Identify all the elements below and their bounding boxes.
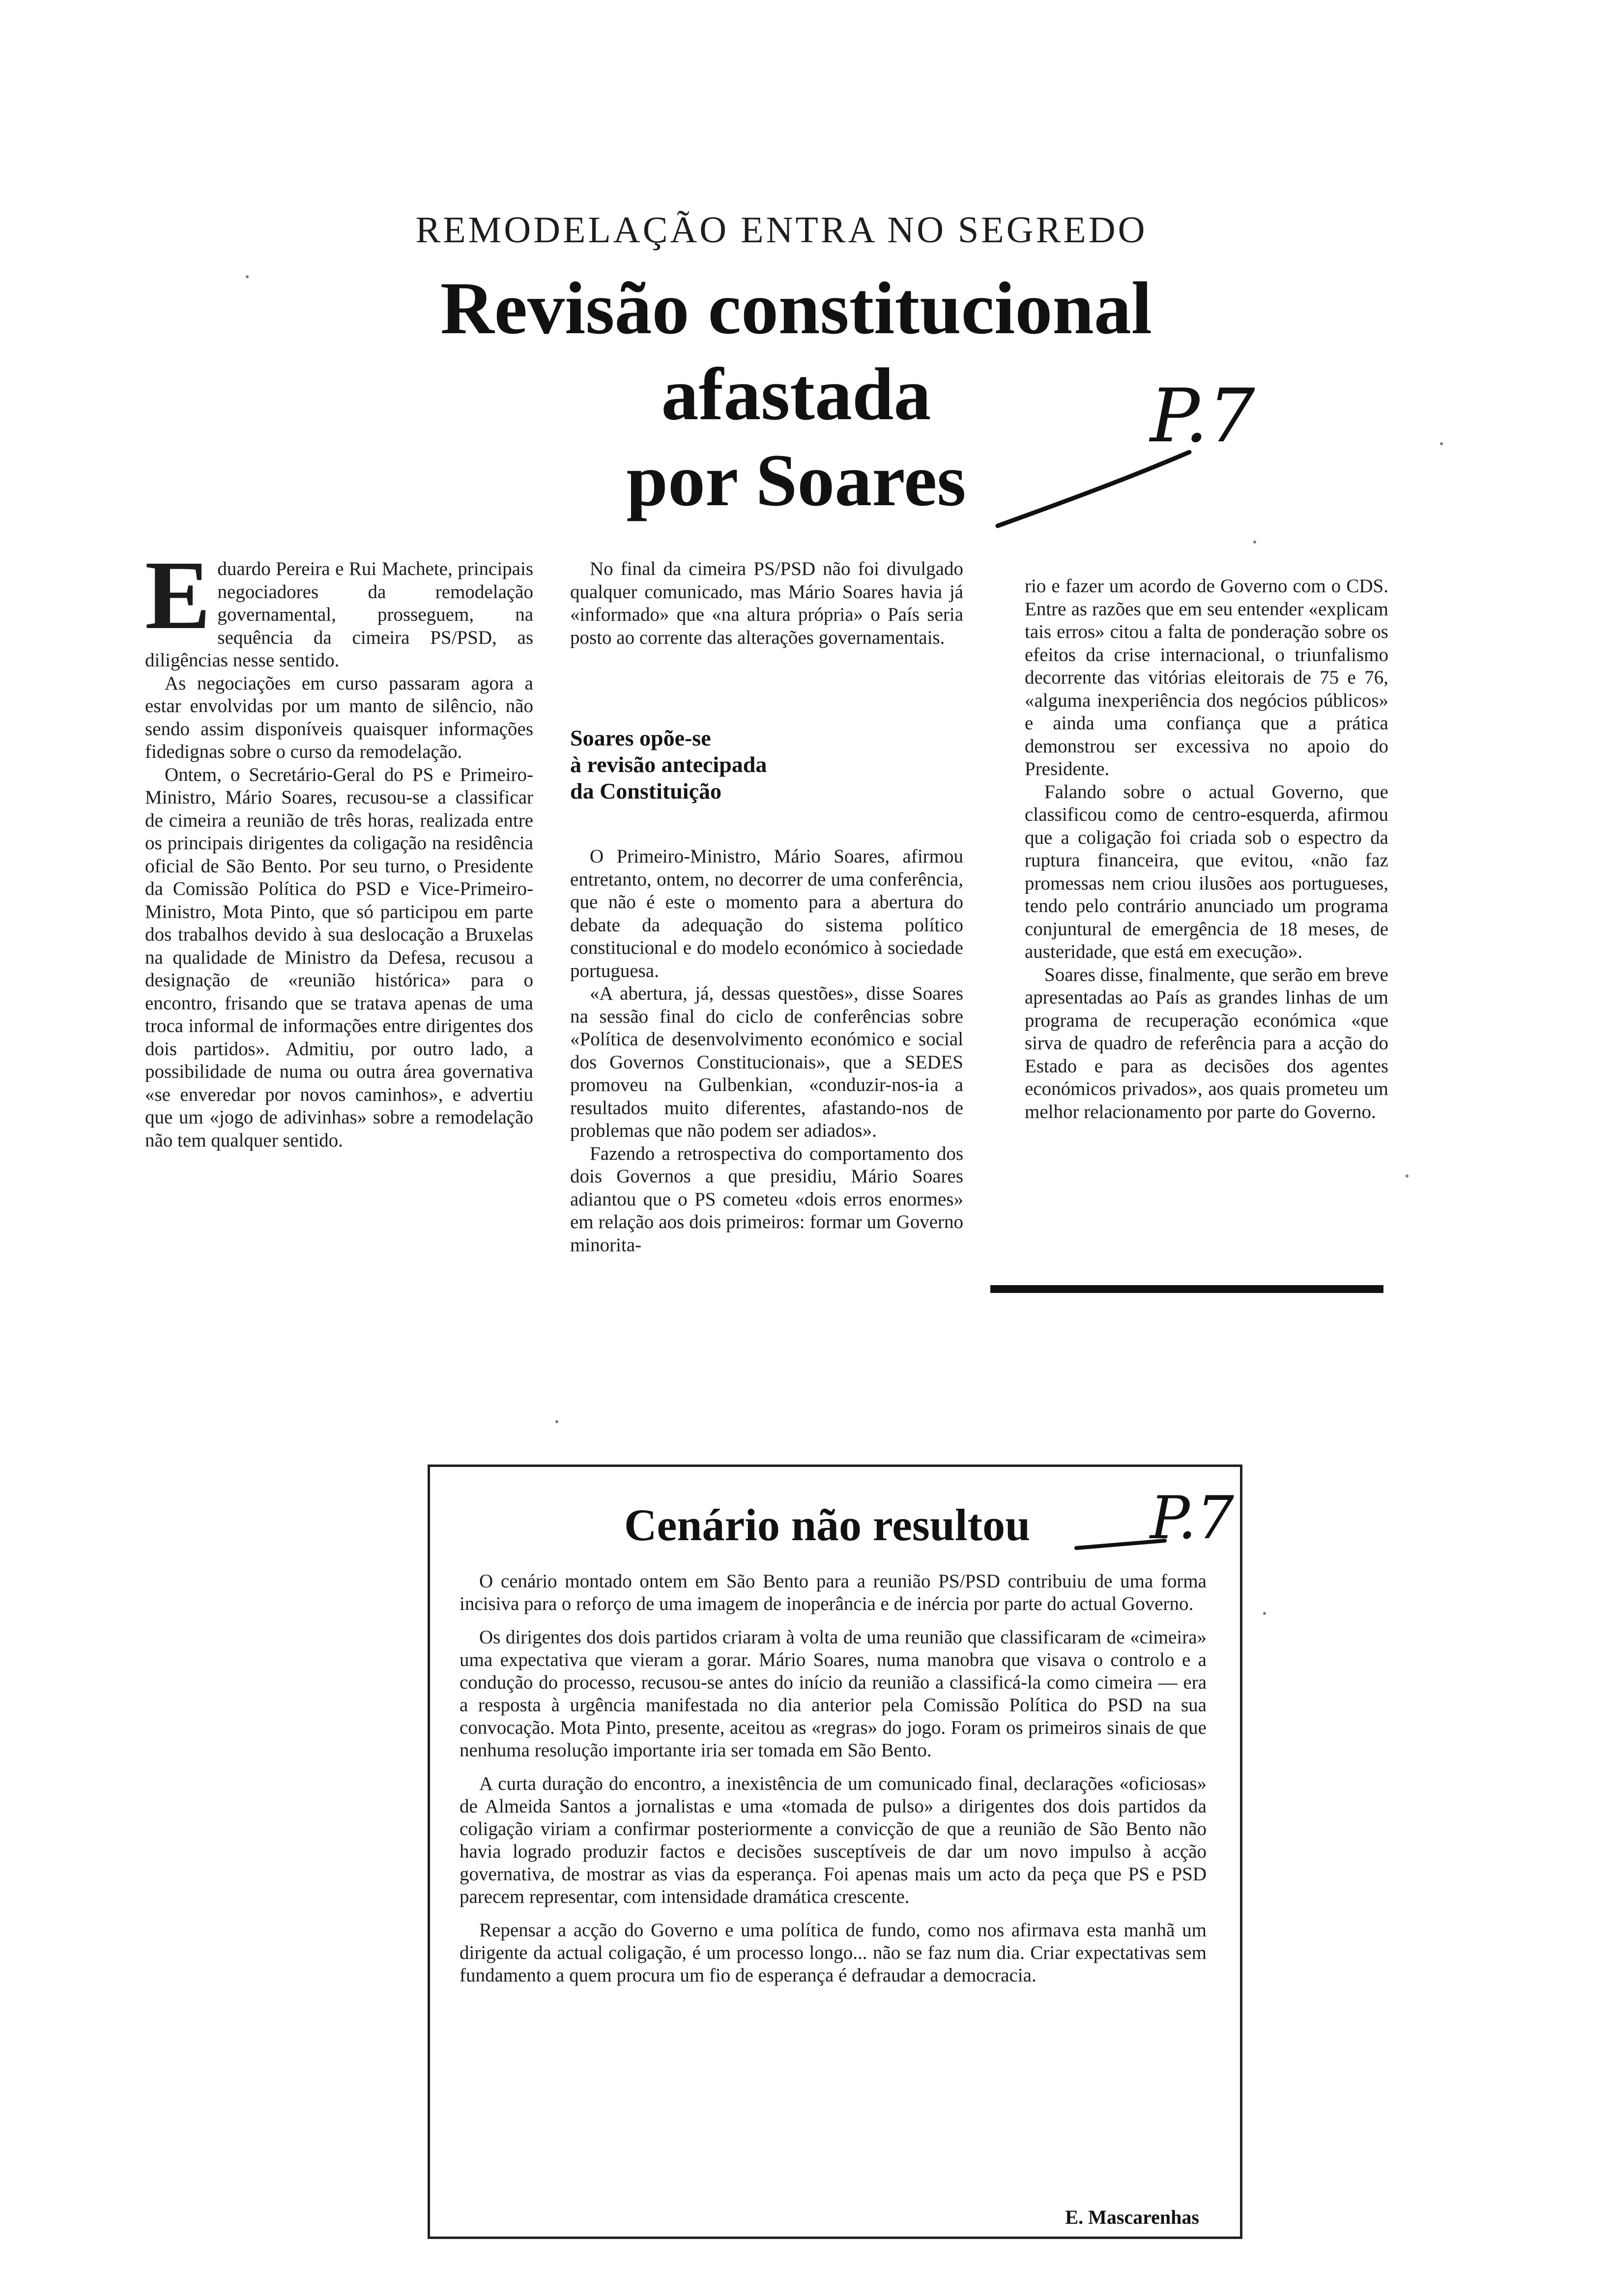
scan-speck: [1440, 442, 1443, 445]
column-end-rule: [990, 1285, 1383, 1293]
column-2-subhead: [570, 725, 963, 804]
headline-line-2: afastada: [661, 353, 931, 435]
sidebar-handwritten-note: P.7: [1150, 1484, 1234, 1552]
subhead-line-2: à revisão antecipada: [570, 752, 767, 777]
article-kicker: REMODELAÇÃO ENTRA NO SEGREDO: [415, 209, 1148, 251]
sidebar-body: [460, 1570, 1207, 1998]
article-column-3: [1025, 575, 1388, 1123]
article-column-1: [145, 541, 533, 1152]
sidebar-paragraph-2: Os dirigentes dos dois partidos criaram à volta de uma reunião que classificaram de «cimeira» uma expectativa que vieram a gorar. Mário Soares, numa manobra que visava o controlo e a condução do processo, recusou-se antes do início da reunião a classificá-la como cimeira — era a resposta à urgência manifestada no dia anterior pela Comissão Política do PSD na sua convocação. Mota Pinto, presente, aceitou as «regras» do jogo. Foram os primeiros sinais de que nenhuma resolução importante iria ser tomada em São Bento.: [460, 1627, 1207, 1761]
sidebar-paragraph-3: A curta duração do encontro, a inexistência de um comunicado final, declarações «oficiosas» de Almeida Santos a jornalistas e uma «tomada de pulso» a dirigentes dos dois partidos da coligação viriam a confirmar posteriormente a convicção de que a reunião de São Bento não havia logrado produzir factos e decisões susceptíveis de dar um novo impulso à acção governativa, de mostrar as vias da esperança. Foi apenas mais um acto da peça que PS e PSD parecem representar, com intensidade dramática crescente.: [460, 1773, 1207, 1907]
scan-speck: [1406, 1175, 1409, 1177]
headline-line-3: por Soares: [626, 439, 966, 521]
column-1-paragraph-2: As negociações em curso passaram agora a estar envolvidas por um manto de silêncio, não sendo assim disponíveis quaisquer informações fidedignas sobre o curso da remodelação.: [145, 672, 533, 762]
scan-speck: [555, 1420, 558, 1423]
pen-stroke-mark: [993, 432, 1199, 541]
sidebar-title: Cenário não resultou: [624, 1500, 1031, 1550]
column-1-paragraph-1: Eduardo Pereira e Rui Machete, principais negociadores da remodelação governamental, prosseguem, na sequência da cimeira PS/PSD, as diligências nesse sentido.: [145, 541, 533, 671]
scan-speck: [1263, 1612, 1266, 1615]
column-2-paragraph-2: «A abertura, já, dessas questões», disse Soares na sessão final do ciclo de conferências sobre «Política de desenvolvimento económico e social dos Governos Constitucionais», que a SEDES promoveu na Gulbenkian, «conduzir-nos-ia a resultados muito diferentes, afastando-nos de problemas que não podem ser adiados».: [570, 983, 963, 1141]
headline-line-1: Revisão constitucional: [440, 267, 1152, 349]
column-2-paragraph-1: O Primeiro-Ministro, Mário Soares, afirmou entretanto, ontem, no decorrer de uma conferência, que não é este o momento para a abertura do debate da adequação do sistema político constitucional e do modelo económico à sociedade portuguesa.: [570, 846, 963, 981]
column-2-paragraph-3: Fazendo a retrospectiva do comportamento dos dois Governos a que presidiu, Mário Soares adiantou que o PS cometeu «dois erros enormes» em relação aos dois primeiros: formar um Governo minorita-: [570, 1143, 963, 1256]
article-column-2-body: [570, 845, 963, 1257]
sidebar-paragraph-4: Repensar a acção do Governo e uma política de fundo, como nos afirmava esta manhã um dirigente da actual coligação, é um processo longo... não se faz num dia. Criar expectativas sem fundamento a quem procura um fio de esperança é defraudar a democracia.: [460, 1920, 1207, 1986]
article-column-2: [570, 558, 963, 649]
sidebar-signature: E. Mascarenhas: [1065, 2206, 1199, 2228]
scan-speck: [1253, 541, 1256, 544]
sidebar-paragraph-1: O cenário montado ontem em São Bento para a reunião PS/PSD contribuiu de uma forma incisiva para o reforço de uma imagem de inoperância e de inércia por parte do actual Governo.: [460, 1571, 1207, 1614]
column-1-paragraph-3: Ontem, o Secretário-Geral do PS e Primeiro-Ministro, Mário Soares, recusou-se a classificar de cimeira a reunião de três horas, realizada entre os principais dirigentes da coligação na residência oficial de São Bento. Por seu turno, o Presidente da Comissão Política do PSD e Vice-Primeiro-Ministro, Mota Pinto, que só participou em parte dos trabalhos devido à sua deslocação a Bruxelas na qualidade de Ministro da Defesa, recusou a designação de «reunião histórica» para o encontro, frisando que se tratava apenas de uma troca informal de informações entre dirigentes dos dois partidos». Admitiu, por outro lado, a possibilidade de numa ou outra área governativa «se enveredar por novos caminhos», e advertiu que um «jogo de adivinhas» sobre a remodelação não tem qualquer sentido.: [145, 764, 533, 1151]
subhead-line-1: Soares opõe-se: [570, 725, 711, 750]
column-2-intro: No final da cimeira PS/PSD não foi divulgado qualquer comunicado, mas Mário Soares havia já «informado» que «na altura própria» o País seria posto ao corrente das alterações governamentais.: [570, 558, 963, 648]
column-3-paragraph-1: rio e fazer um acordo de Governo com o CDS. Entre as razões que em seu entender «explicam tais erros» citou a falta de ponderação sobre os efeitos da crise internacional, o triunfalismo decorrente das vitórias eleitorais de 75 e 76, «alguma inexperiência dos negócios públicos» e ainda uma confiança que a prática demonstrou ser excessiva no apoio do Presidente.: [1025, 575, 1388, 779]
scan-speck: [246, 275, 249, 278]
handwritten-page-note: P.7: [1150, 373, 1255, 459]
column-3-paragraph-3: Soares disse, finalmente, que serão em breve apresentadas ao País as grandes linhas de um programa de recuperação económica «que sirva de quadro de referência para a acção do Estado e para as decisões dos agentes económicos privados», aos quais prometeu um melhor relacionamento por parte do Governo.: [1025, 964, 1388, 1122]
drop-cap: E: [145, 541, 211, 650]
column-3-paragraph-2: Falando sobre o actual Governo, que classificou como de centro-esquerda, afirmou que a coligação foi criada sob o espectro da ruptura financeira, que evitou, «não faz promessas nem criou ilusões aos portugueses, tendo pelo contrário anunciado um programa conjuntural de emergência de 18 meses, de austeridade, que está em execução».: [1025, 781, 1388, 962]
subhead-line-3: da Constituição: [570, 778, 721, 804]
sidebar-pen-stroke-mark: [1071, 1528, 1170, 1558]
